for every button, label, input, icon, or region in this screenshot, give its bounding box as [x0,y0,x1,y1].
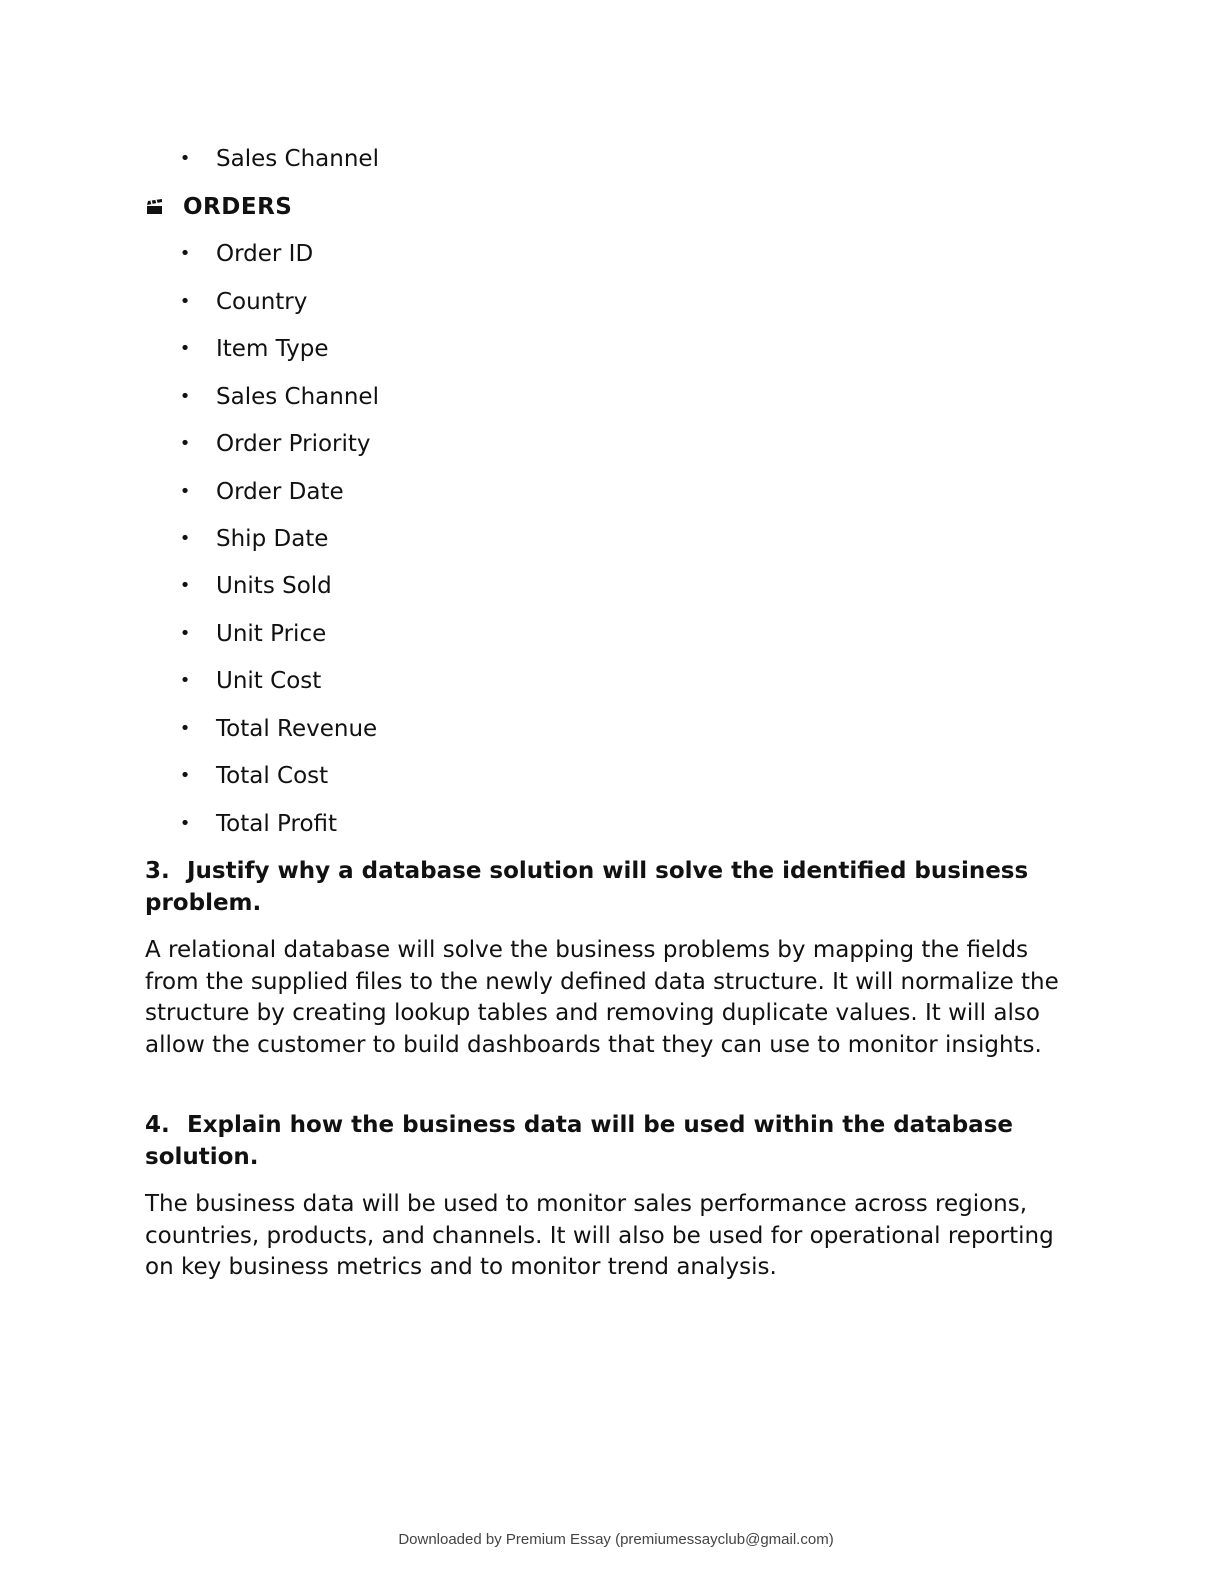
section-3-heading-text: Justify why a database solution will solve the identified business problem. [145,858,1029,916]
list-item-text: Ship Date [216,526,329,552]
bullet-icon: • [179,291,191,312]
section-4-number: 4. [145,1112,170,1138]
orders-heading-text: ORDERS [183,194,293,220]
section-4-heading-text: Explain how the business data will be used within the database solution. [145,1112,1013,1170]
list-item-text: Units Sold [216,573,332,599]
bullet-icon: • [179,338,191,359]
list-item-text: Order Date [216,479,344,505]
bullet-icon: • [179,623,191,644]
bullet-icon: • [179,243,191,264]
section-4-heading [145,1109,1075,1173]
list-item-text: Unit Cost [216,668,322,694]
list-item-text: Total Revenue [216,716,378,742]
download-footer: Downloaded by Premium Essay (premiumessayclub@gmail.com) [398,1531,834,1548]
list-item-text: Total Cost [216,763,329,789]
list-item-text: Sales Channel [216,384,379,410]
bullet-icon: • [179,575,191,596]
section-3-number: 3. [145,858,170,884]
bullet-icon: • [179,148,191,169]
bullet-icon: • [179,670,191,691]
list-item-text: Total Profit [216,811,338,837]
bullet-icon: • [179,481,191,502]
section-4-paragraph: The business data will be used to monitor sales performance across regions, countries, products, and channels. It will also be used for operational reporting on key business metrics and to monitor trend analysis. [145,1191,1054,1281]
bullet-icon: • [179,433,191,454]
bullet-icon: • [179,718,191,739]
section-3-paragraph: A relational database will solve the business problems by mapping the fields from the supplied files to the newly defined data structure. It will normalize the structure by creating lookup tables and removing duplicate values. It will also allow the customer to build dashboards that they can use to monitor insights. [145,937,1059,1059]
list-item-text: Order Priority [216,431,371,457]
bullet-icon: • [179,813,191,834]
bullet-icon: • [179,386,191,407]
list-item-text: Order ID [216,241,314,267]
list-item-text: Unit Price [216,621,327,647]
bullet-icon: • [179,765,191,786]
list-item-text: Country [216,289,308,315]
bullet-icon: • [179,528,191,549]
list-item-text: Item Type [216,336,329,362]
clapperboard-icon [146,199,164,215]
list-item-text: Sales Channel [216,146,379,172]
section-3-heading [145,855,1075,919]
